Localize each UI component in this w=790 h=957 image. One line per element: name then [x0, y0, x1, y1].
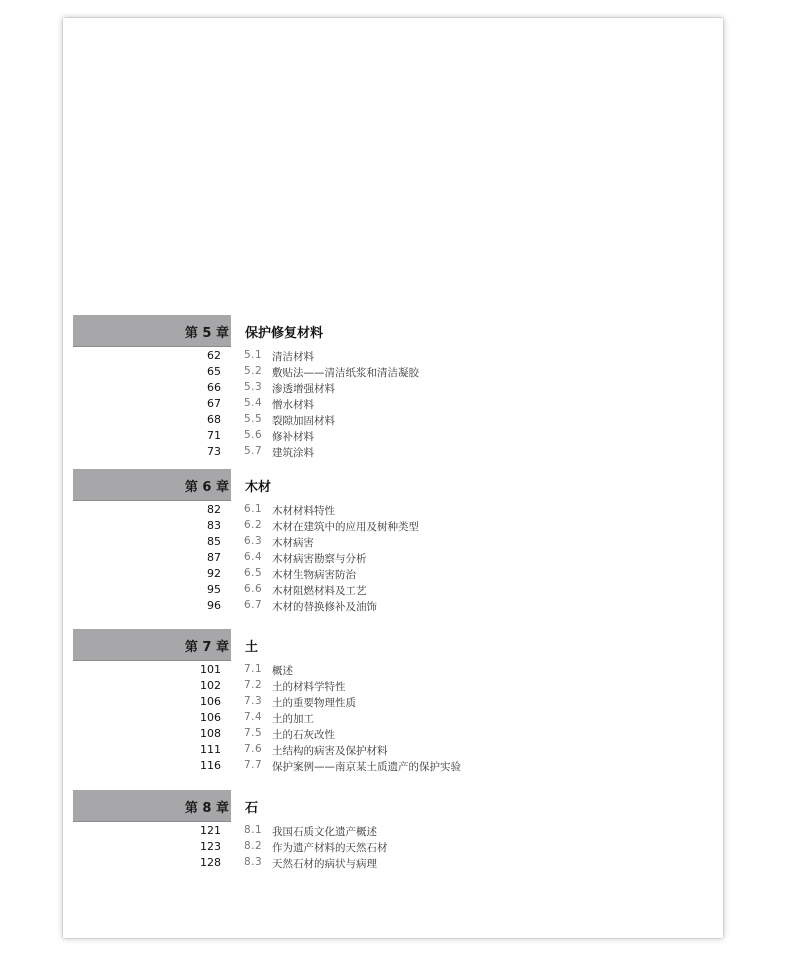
toc-page [63, 18, 723, 938]
toc-entry[interactable] [63, 428, 723, 444]
section-list [63, 823, 723, 871]
page-number: 92 [207, 567, 221, 580]
page-number: 83 [207, 519, 221, 532]
section-title: 憎水材料 [272, 399, 314, 411]
section-number: 8.1 [244, 824, 263, 836]
toc-entry[interactable] [63, 518, 723, 534]
section-list [63, 662, 723, 774]
chapter-title: 木材 [245, 480, 272, 495]
toc-entry[interactable] [63, 839, 723, 855]
section-number: 6.6 [244, 583, 263, 595]
section-title: 土的加工 [272, 713, 314, 725]
section-title: 木材在建筑中的应用及树种类型 [272, 521, 419, 533]
section-number: 7.2 [244, 679, 263, 691]
chapter-number: 第 7 章 [184, 640, 229, 655]
page-number: 123 [200, 840, 221, 853]
section-number: 7.4 [244, 711, 263, 723]
section-number: 7.3 [244, 695, 263, 707]
section-title: 敷贴法——清洁纸浆和清洁凝胶 [272, 367, 419, 379]
chapter-bar [73, 790, 231, 822]
toc-entry[interactable] [63, 412, 723, 428]
section-list [63, 502, 723, 614]
toc-entry[interactable] [63, 758, 723, 774]
page-number: 82 [207, 503, 221, 516]
chapter-number: 第 5 章 [184, 326, 229, 341]
section-title: 裂隙加固材料 [272, 415, 335, 427]
chapter-bar [73, 469, 231, 501]
section-number: 6.5 [244, 567, 263, 579]
page-number: 128 [200, 856, 221, 869]
section-number: 5.4 [244, 397, 263, 409]
page-number: 106 [200, 695, 221, 708]
chapter-title: 石 [245, 801, 259, 816]
section-title: 修补材料 [272, 431, 314, 443]
toc-entry[interactable] [63, 694, 723, 710]
page-number: 66 [207, 381, 221, 394]
chapter-number: 第 8 章 [184, 801, 229, 816]
chapter-title: 土 [245, 640, 259, 655]
section-title: 土结构的病害及保护材料 [272, 745, 388, 757]
page-number: 71 [207, 429, 221, 442]
section-number: 5.2 [244, 365, 263, 377]
toc-entry[interactable] [63, 662, 723, 678]
section-title: 渗透增强材料 [272, 383, 335, 395]
section-number: 8.2 [244, 840, 263, 852]
section-title: 木材阻燃材料及工艺 [272, 585, 367, 597]
section-number: 5.7 [244, 445, 263, 457]
section-title: 木材生物病害防治 [272, 569, 356, 581]
section-number: 6.1 [244, 503, 263, 515]
page-number: 101 [200, 663, 221, 676]
page-number: 73 [207, 445, 221, 458]
section-title: 保护案例——南京某土质遗产的保护实验 [272, 761, 461, 773]
section-title: 清洁材料 [272, 351, 314, 363]
section-number: 7.1 [244, 663, 263, 675]
section-number: 5.1 [244, 349, 263, 361]
toc-entry[interactable] [63, 823, 723, 839]
section-title: 土的石灰改性 [272, 729, 335, 741]
section-number: 8.3 [244, 856, 263, 868]
section-number: 5.6 [244, 429, 263, 441]
chapter-bar [73, 315, 231, 347]
page-number: 116 [200, 759, 221, 772]
section-title: 土的重要物理性质 [272, 697, 356, 709]
toc-entry[interactable] [63, 855, 723, 871]
toc-entry[interactable] [63, 582, 723, 598]
section-number: 5.3 [244, 381, 263, 393]
section-title: 天然石材的病状与病理 [272, 858, 377, 870]
section-title: 木材材料特性 [272, 505, 335, 517]
page-number: 68 [207, 413, 221, 426]
page-number: 95 [207, 583, 221, 596]
toc-entry[interactable] [63, 444, 723, 460]
section-title: 土的材料学特性 [272, 681, 346, 693]
page-number: 67 [207, 397, 221, 410]
section-title: 概述 [272, 665, 293, 677]
section-list [63, 348, 723, 460]
page-number: 106 [200, 711, 221, 724]
toc-entry[interactable] [63, 742, 723, 758]
toc-entry[interactable] [63, 598, 723, 614]
section-title: 建筑涂料 [272, 447, 314, 459]
section-title: 我国石质文化遗产概述 [272, 826, 377, 838]
section-number: 5.5 [244, 413, 263, 425]
chapter-bar [73, 629, 231, 661]
page-number: 102 [200, 679, 221, 692]
section-number: 6.4 [244, 551, 263, 563]
page-number: 65 [207, 365, 221, 378]
page-number: 96 [207, 599, 221, 612]
section-number: 7.6 [244, 743, 263, 755]
section-title: 木材病害勘察与分析 [272, 553, 367, 565]
section-number: 7.5 [244, 727, 263, 739]
chapter-title: 保护修复材料 [245, 326, 324, 341]
toc-entry[interactable] [63, 348, 723, 364]
toc-entry[interactable] [63, 396, 723, 412]
page-number: 111 [200, 743, 221, 756]
toc-entry[interactable] [63, 726, 723, 742]
chapter-number: 第 6 章 [184, 480, 229, 495]
toc-entry[interactable] [63, 566, 723, 582]
section-number: 6.3 [244, 535, 263, 547]
page-number: 108 [200, 727, 221, 740]
page-number: 121 [200, 824, 221, 837]
toc-entry[interactable] [63, 364, 723, 380]
toc-entry[interactable] [63, 502, 723, 518]
toc-entry[interactable] [63, 678, 723, 694]
section-title: 木材的替换修补及油饰 [272, 601, 377, 613]
toc-entry[interactable] [63, 380, 723, 396]
page-number: 87 [207, 551, 221, 564]
section-title: 木材病害 [272, 537, 314, 549]
section-number: 6.7 [244, 599, 263, 611]
toc-entry[interactable] [63, 710, 723, 726]
toc-entry[interactable] [63, 550, 723, 566]
section-number: 7.7 [244, 759, 263, 771]
page-number: 85 [207, 535, 221, 548]
section-title: 作为遗产材料的天然石材 [272, 842, 388, 854]
page-number: 62 [207, 349, 221, 362]
section-number: 6.2 [244, 519, 263, 531]
toc-entry[interactable] [63, 534, 723, 550]
